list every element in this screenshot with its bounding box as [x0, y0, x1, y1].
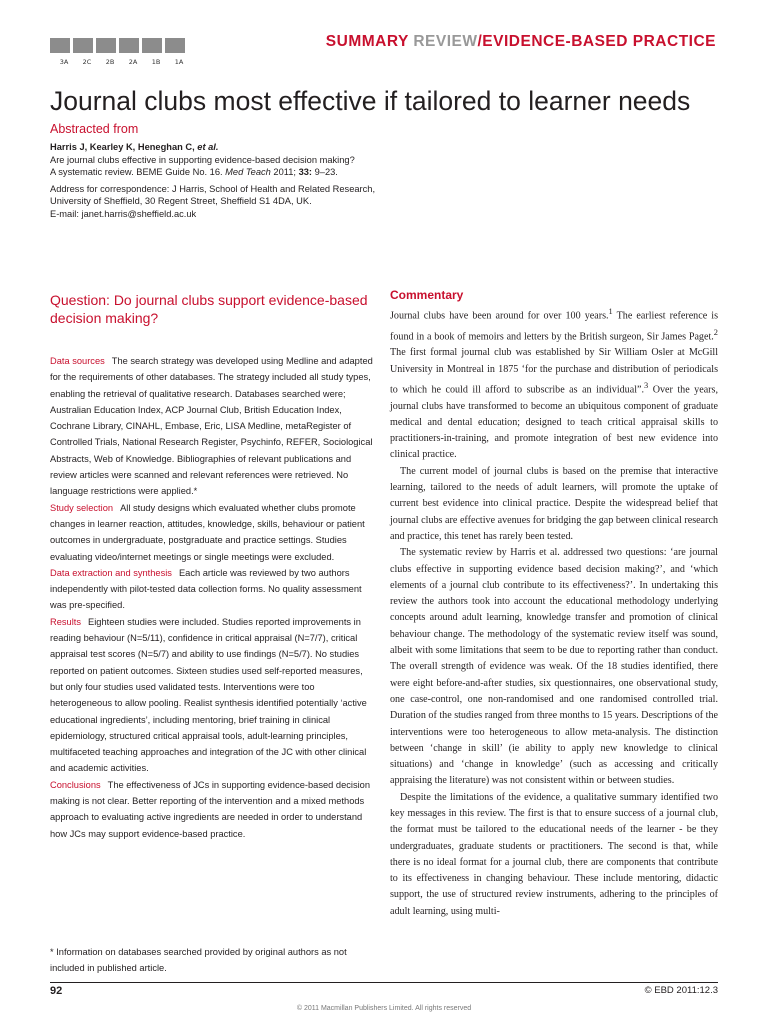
citation-line-1: Are journal clubs effective in supporting evidence-based decision making? — [50, 154, 355, 165]
grade-label-2c: 2C — [82, 58, 92, 66]
copyright-notice: © 2011 Macmillan Publishers Limited. All rights reserved — [296, 1005, 472, 1012]
footer-rule — [50, 982, 718, 983]
grade-label-3a: 3A — [59, 58, 69, 66]
grade-box-2c — [73, 38, 93, 53]
grade-box-1a — [165, 38, 185, 53]
article-title: Journal clubs most effective if tailored to learner needs — [50, 86, 691, 116]
question-heading: Question: Do journal clubs support evidence-based decision making? — [50, 292, 368, 326]
grade-box-1b — [142, 38, 162, 53]
study-selection-label: Study selection — [50, 502, 114, 513]
commentary-paragraph-1: Journal clubs have been around for over 100 years.$^1$ The earliest reference is found in a book of memoirs and letters by the British surgeon, Sir James Paget.$^2$ The first formal journal club was established by Sir William Osler at McGill University in Montreal in 1875 ‘for the purchase and distribution of periodicals to which he could ill afford to subscribe as an individual”.$^3$ Over the years, journal clubs have transformed to become an ubiquitous component of graduate medical and dental education; designed to teach critical appraisal skills to practitioners-in-training, and promote integration of best new evidence into clinical practice. — [390, 307, 718, 461]
grade-box-3a — [50, 38, 70, 53]
commentary-column — [390, 288, 718, 920]
data-sources-label: Data sources — [50, 356, 105, 366]
header-ebp: /EVIDENCE-BASED PRACTICE — [477, 33, 716, 50]
citation-line-2: A systematic review. BEME Guide No. 16. Med Teach 2011; 33: 9–23. — [50, 167, 338, 178]
grade-label-2a: 2A — [128, 58, 138, 66]
study-selection-paragraph: Study selection All study designs which evaluated whether clubs promote changes in learner reaction, attitudes, knowledge, skills, behaviour or patient outcomes in undergraduate, postgraduate and practice settings. Studies evaluating video/internet meetings or single meetings were excluded. — [50, 502, 365, 562]
conclusions-paragraph: Conclusions The effectiveness of JCs in supporting evidence-based decision making is not clear. Better reporting of the intervention and a mixed methods approach to evaluating active ingredients are needed in order to understand how JCs may support evidence-based practice. — [50, 779, 371, 839]
data-sources-paragraph: Data sources The search strategy was developed using Medline and adapted for the requirements of other databases. The strategy included all study types, enabling the retrieval of qualitative research. Databases searched were; Australian Education Index, ACP Journal Club, British Education Index, Cochrane Library, CINAHL, Embase, Eric, LISA Medline, metaRegister of Controlled Trials, National Research Register, Psychinfo, REFER, Sociological Abstracts, Web of Knowledge. Bibliographies of relevant publications and review articles were scanned and relevant references were retrieved. No language restrictions were applied.* — [50, 356, 373, 497]
address-line-1: Address for correspondence: J Harris, School of Health and Related Research, — [50, 183, 376, 194]
data-extraction-paragraph: Data extraction and synthesis Each article was reviewed by two authors independently with pilot-tested data collection forms. No quality assessment was pre-specified. — [50, 567, 362, 611]
grade-label-1a: 1A — [174, 58, 184, 66]
results-paragraph: Results Eighteen studies were included. Studies reported improvements in reading behaviour (N=5/11), confidence in critical appraisal (N=7/7), critical appraisal test scores (N=5/7) and ability to use findings (N=5/7). No studies reported on patient outcomes. Sixteen studies used self-reported measures, but only four studies used validated tests. Interventions were too heterogeneous to allow pooling. Realist synthesis identified potentially ‘active educational ingredients’, including mentoring, brief training in clinical epidemiology, structured critical appraisal tools, adult-learning principles, multifaceted teaching approaches and integration of the JC with other clinical and academic activities. — [50, 616, 367, 774]
results-label: Results — [50, 616, 82, 627]
grade-box-2b — [96, 38, 116, 53]
commentary-paragraph-3: The systematic review by Harris et al. addressed two questions: ‘are journal clubs effective in supporting evidence based decision making?’, and ‘which elements of a journal club contribute to its effectiveness?’. In undertaking this review the authors took into account the educational methodology underlying concepts around adult learning, knowledge transfer and promotion of clinical behaviour change. The methodology of the systematic review itself was sound, albeit with some limitations that seem to be due to reporting rather than conduct. The overall strength of evidence was weak. Of the 18 studies identified, there were eight before-and-after studies, six questionnaires, one observational study, one case-control, one non-randomised and one randomised controlled trial. Duration of the studies ranged from three months to 15 years. Descriptions of the interventions were too heterogeneous to allow meta-analysis. The distinction between ‘change in skill’ (ie ability to apply new knowledge to clinical situations) and ‘change in knowledge’ (such as accessing and critically appraising the literature) was not consistent within or between studies. — [390, 547, 718, 787]
commentary-heading: Commentary — [390, 288, 464, 302]
footnote: * Information on databases searched provided by original authors as not included in published article. — [50, 947, 347, 973]
section-header — [326, 33, 716, 51]
header-review: REVIEW — [413, 33, 478, 50]
grade-label-1b: 1B — [151, 58, 161, 66]
conclusions-label: Conclusions — [50, 779, 101, 790]
commentary-body — [390, 304, 718, 920]
grade-label-2b: 2B — [105, 58, 115, 66]
page-number: 92 — [50, 985, 63, 997]
abstracted-citation — [50, 141, 450, 221]
commentary-paragraph-2: The current model of journal clubs is based on the premise that interactive learning, tailored to the needs of adult learners, will promote the uptake of current best evidence into clinical practice. Despite the widespread belief that journal clubs are effective avenues for bridging the gap between clinical research and practice, this tenet has rarely been tested. — [390, 465, 718, 542]
grade-box-2a — [119, 38, 139, 53]
journal-reference: © EBD 2011:12.3 — [644, 985, 718, 996]
data-extraction-label: Data extraction and synthesis — [50, 567, 172, 578]
structured-summary — [50, 353, 376, 842]
commentary-paragraph-4: Despite the limitations of the evidence, a qualitative summary identified two key messages in this review. The first is that to ensure success of a journal club, the format must be tailored to the educational needs of the learner - be they undergraduates, graduate students or practitioners. The second is that, while there is no ideal format for a journal club, there are components that contribute to its effectiveness in changing behaviour. These include mentoring, didactic support, the use of structured review instruments, adhering to the principles of adult learning, using multi- — [390, 791, 718, 917]
header-summary: SUMMARY — [325, 33, 409, 50]
email-line: E-mail: janet.harris@sheffield.ac.uk — [50, 208, 197, 219]
address-line-2: University of Sheffield, 30 Regent Street, Sheffield S1 4DA, UK. — [50, 196, 312, 207]
abstracted-from-heading: Abstracted from — [50, 122, 139, 136]
authors: Harris J, Kearley K, Heneghan C, et al. — [50, 142, 219, 152]
